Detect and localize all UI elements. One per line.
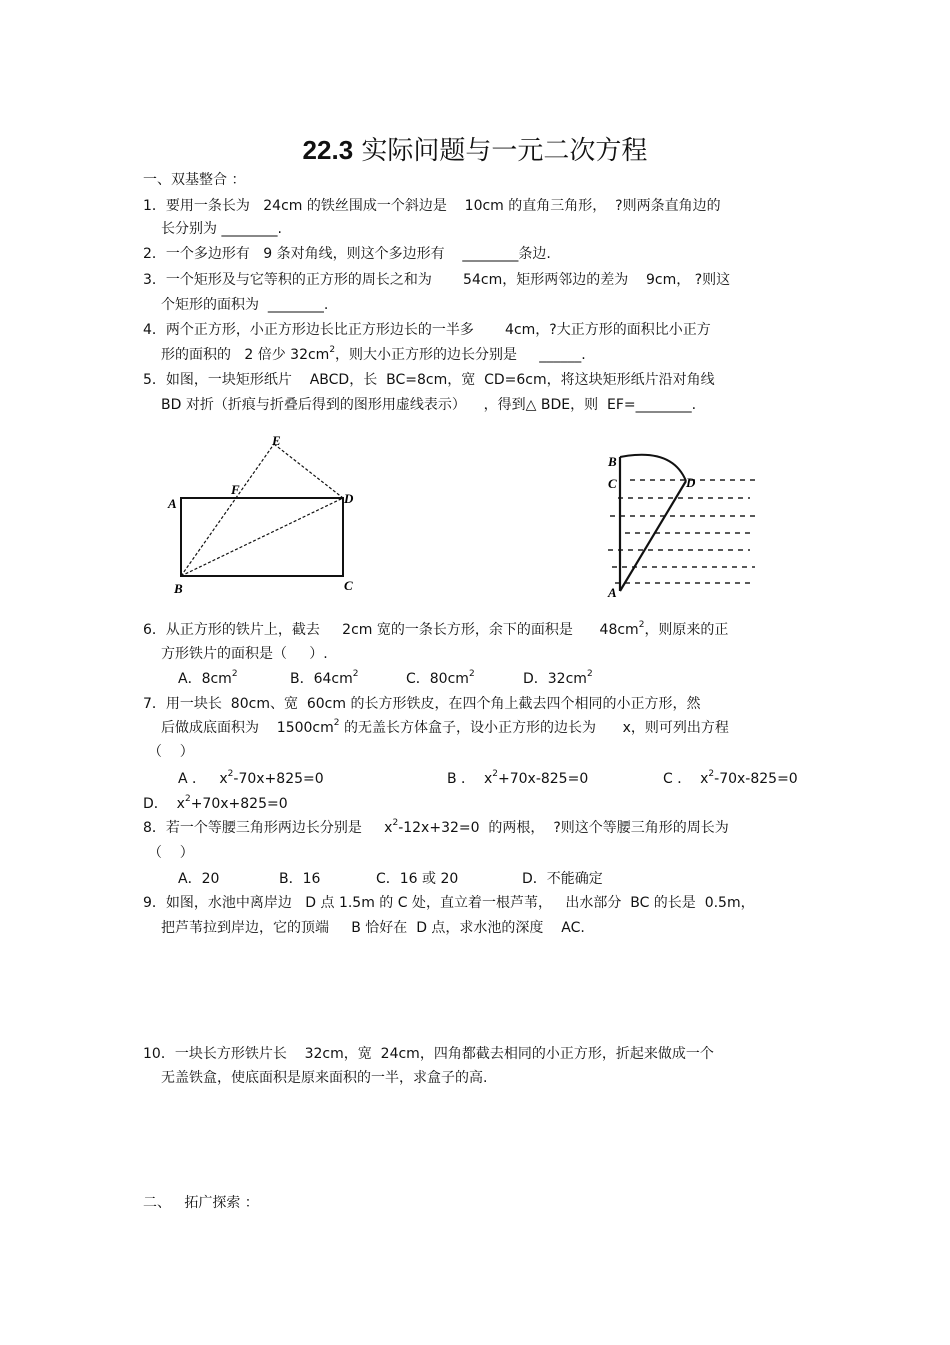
q7-line3: （ ） (148, 744, 194, 760)
diagonal-bd (181, 498, 343, 576)
label-a: A (608, 585, 617, 600)
label-e: E (272, 433, 281, 448)
q8-option-d: D．不能确定 (522, 871, 603, 887)
q7-line2: 后做成底面积为 $1500cm^2$ 的无盖长方体盒子，设小正方形的边长为 x，则可列出方程 (161, 718, 729, 736)
q6-option-d: D．$32cm^2$ (523, 669, 593, 687)
q5-line1: 5．如图，一块矩形纸片 ABCD，长 BC=8cm，宽 CD=6cm，将这块矩形纸片沿对角线 (143, 372, 715, 388)
q1-line2: 长分别为 ________. (161, 221, 282, 237)
label-b: B (608, 454, 617, 469)
q4-line2: 形的面积的 2 倍少 $32cm^2$，则大小正方形的边长分别是 ______. (161, 345, 586, 363)
label-c: C (344, 578, 353, 593)
water-lines (608, 480, 760, 583)
fold-line-ed (274, 444, 343, 498)
fold-line-be (181, 444, 274, 576)
q9-line2: 把芦苇拉到岸边，它的顶端 B 恰好在 D 点，求水池的深度 AC. (161, 920, 585, 936)
label-d: D (686, 475, 696, 490)
q7-option-b: B ． $x^2+70x-825=0$ (447, 769, 589, 787)
q10-line1: 10．一块长方形铁片长 32cm，宽 24cm，四角都截去相同的小正方形，折起来做成一个 (143, 1046, 714, 1062)
q6-line1: 6．从正方形的铁片上，截去 2cm 宽的一条长方形，余下的面积是 $48cm^2$，则原来的正 (143, 620, 729, 638)
label-c: C (608, 476, 617, 491)
label-b: B (174, 581, 183, 596)
q7-option-c: C ． $x^2-70x-825=0$ (663, 769, 798, 787)
arc-bd (620, 455, 686, 481)
q8-option-a: A．20 (178, 871, 220, 887)
q7-line1: 7．用一块长 80cm、宽 60cm 的长方形铁皮，在四个角上截去四个相同的小正方形，然 (143, 696, 701, 712)
figure-reed-pond (600, 445, 770, 605)
q7-option-d: D． $x^2+70x+825=0$ (143, 794, 288, 812)
q8-line1: 8．若一个等腰三角形两边长分别是 $x^2-12x+32=0$ 的两根， ?则这个等腰三角形的周长为 (143, 818, 729, 836)
q7-option-a: A ． $x^2-70x+825=0$ (178, 769, 324, 787)
q2-line1: 2．一个多边形有 9 条对角线，则这个多边形有 ________条边. (143, 246, 551, 262)
q8-line2: （ ） (148, 845, 194, 861)
q1-line1: 1．要用一条长为 24cm 的铁丝围成一个斜边是 10cm 的直角三角形， ?则两条直角边的 (143, 198, 721, 214)
q10-line2: 无盖铁盒，使底面积是原来面积的一半，求盒子的高. (161, 1070, 488, 1086)
q4-line1: 4．两个正方形，小正方形边长比正方形边长的一半多 4cm，?大正方形的面积比小正方 (143, 322, 711, 338)
q6-line2: 方形铁片的面积是（ ）. (161, 646, 328, 662)
section-heading-2: 二、 拓广探索 ： (143, 1195, 259, 1211)
q5-line2: BD 对折（折痕与折叠后得到的图形用虚线表示） ，得到△ BDE，则 EF=________. (161, 397, 697, 413)
figure-folded-rectangle (160, 428, 370, 598)
q6-option-c: C．$80cm^2$ (406, 669, 475, 687)
label-f: F (231, 482, 240, 497)
label-d: D (344, 491, 354, 506)
q8-option-b: B．16 (279, 871, 321, 887)
q8-option-c: C．16 或 20 (376, 871, 459, 887)
section-heading-1: 一、双基整合 ： (143, 172, 246, 188)
label-a: A (168, 496, 177, 511)
page-title: 22.3 实际问题与一元二次方程 (302, 135, 648, 166)
q6-option-b: B．$64cm^2$ (290, 669, 359, 687)
q3-line2: 个矩形的面积为 ________. (161, 297, 329, 313)
q3-line1: 3．一个矩形及与它等积的正方形的周长之和为 54cm，矩形两邻边的差为 9cm， ?则这 (143, 272, 731, 288)
q9-line1: 9．如图，水池中离岸边 D 点 1.5m 的 C 处，直立着一根芦苇， 出水部分 BC 的长是 0.5m， (143, 895, 755, 911)
q6-option-a: A．$8cm^2$ (178, 669, 238, 687)
